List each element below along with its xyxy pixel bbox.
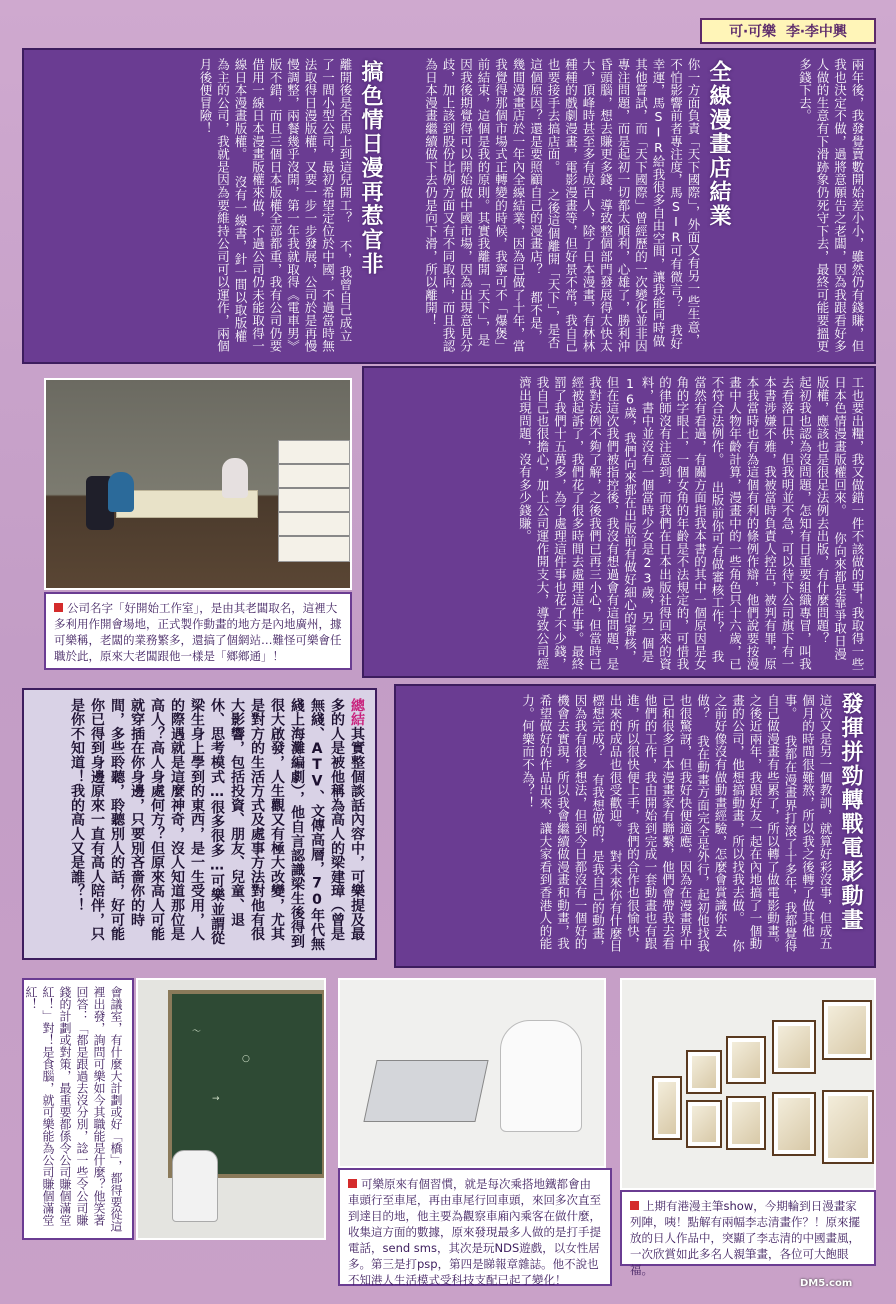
artwork-wall-caption	[620, 1190, 876, 1277]
staff-figure-2	[222, 458, 248, 498]
art-frame-6	[772, 1092, 816, 1156]
artwork-caption-text: 上期有港漫主筆show，今期輪到日漫畫家列陣，咦！點解有兩幅李志清畫作？！原來擺放的日人作品中，突顯了李志清的中國畫風，一次欣賞如此多名人親筆畫，各位可大飽眼福。	[630, 1199, 860, 1277]
office-caption-text: 公司名字「好開始工作室」，是由其老闆取名，這裡大多利用作開會場地，正式製作動畫的地方是內地廣州，據可樂稱，老闆的業務繁多，還搞了個網站…難怪可樂會任職於此，原來大老闆跟他一樣是「鄉鄉通」！	[54, 601, 342, 663]
summary-body: 其實整個談話內容中，可樂提及最多的人是被他稱為高人的梁建璋（曾是無綫、ATV、文傳高層，70年代無綫上海灘編劇），他自言認識梁生後得到很大啟發，人生觀又有極大改變，尤其是對方的生活方式及處事方法對他有很大影響，包括投資、朋友、兒童、退休、思考模式…很多很多…可樂並謂從梁生身上學到的東西，是一生受用，人的際遇就是這麼神奇，沒人知道那位是高人？高人身處何方？但原來高人可能就穿插在你身邊，只要別吝嗇你的時間，多些聆聽，聆聽別人的話，好可能你已得到身邊原來一直有高人陪伴，只是你不知道！我的高人又是誰？！	[69, 698, 365, 952]
top-article-panel	[22, 48, 876, 364]
laptop-caption-text: 可樂原來有個習慣，就是每次乘搭地鐵都會由車頭行至車尾，再由車尾行回車頭，來回多次直至到達目的地，他主要為觀察車廂內乘客在做什麼，收集這方面的數據，原來發現最多人做的是打手提電話，send sms，其次是玩NDS遊戲，以女性居多。第三是打psp，第四是睇報章雜誌。他不說也不知港人生活模式受科技支配已起了變化！	[348, 1177, 601, 1287]
intro-text: 兩年後，我發覺賣數開始差小小，雖然仍有錢賺，但我也決定不做，過將意願告之老闆，因為我跟看好多人做的生意有下滑跡象仍死守下去，最終可能要搵更多錢下去。	[797, 58, 865, 353]
section-body-animation: 這次又是另一個教訓，就算好彩沒事，但成五個月的時間很難熬，所以我之後轉了做其他事。 我都在漫畫界打滾了十多年，我都覺得自己做漫畫有些累了，所以轉了做電影動畫。之後近兩年，我跟好友一起在內地搞了一個動畫的公司，他想搞動畫，所以找我去做。 你之前好像沒有做動畫經驗，怎麼會賞識你去做？ 我在動畫方面完全是外行，起初他找我也很驚訝，但我好快便適應，因為在漫畫界中已和很多日本漫畫家有聯繫，他們會帶我去看他們的工作，我由開始到完成一套動畫也有跟進，所以很快便上手，我們的合作也很愉快，出來的成品也很受歡迎。 對未來你有什麼目標想完成？ 有我想做的，是我自己的動畫，因為我有很多想法，但到今日都沒有一個好的機會去實現，所以我會繼續做漫畫和動畫，我希望做好的作品出來，讓大家看到香港人的能力。何樂而不為？！	[520, 694, 833, 953]
section-body-adult-manga: 離開後是否馬上到這兒開工？ 不，我曾自己成立了一間小型公司，最初希望定位於中國，不過當時無法取得日漫版權，又要一步一步發展，公司於是再慢慢調整，兩餐幾乎沒開，第一年我就取得《電車男》版不錯，而且三個日本版權全部都重，我有公司仍要借用一線日本漫畫版權來做，不過公司仍未能取得一線日本漫畫版權。 沒有一線書，針一間以取版權為主的公司，我就是因為要維持公司可以運作，兩個月後便冒險！	[198, 58, 353, 353]
art-frame-8	[686, 1100, 722, 1148]
bookshelf	[278, 440, 350, 562]
chalkboard: ～ ○ →	[168, 990, 326, 1178]
laptop	[363, 1060, 488, 1122]
art-frame-9	[652, 1076, 682, 1140]
interviewee-at-laptop	[500, 1020, 582, 1132]
office-photo-caption	[44, 592, 352, 670]
office-scene	[46, 380, 350, 588]
watermark-suffix: .com	[825, 1278, 853, 1289]
meeting-room-caption	[22, 978, 134, 1240]
meeting-caption-text: 會議室，有什麼大計劃或好「橋」，都得要從這裡出發，詢問可樂如今其職能是什麼？他笑著回答：「都是跟過去沒分別，諗一些令公司賺錢的計劃或對策，最重要都係令公司賺個滿堂紅！」對！是食腦，就可樂能為公司賺個滿堂紅！	[24, 986, 123, 1232]
summary-label: 總結	[349, 698, 365, 727]
art-frame-3	[726, 1036, 766, 1084]
site-watermark	[800, 1270, 852, 1291]
art-frame-1	[822, 1000, 872, 1060]
art-frame-2	[772, 1020, 816, 1074]
meeting-room-photo	[136, 978, 326, 1240]
summary-text	[29, 698, 367, 952]
caption-bullet-icon	[348, 1179, 357, 1188]
caption-bullet-icon	[54, 603, 63, 612]
artwork-wall-photo	[620, 978, 876, 1190]
middle-article-panel	[362, 366, 876, 678]
art-frame-5	[822, 1090, 874, 1164]
page-header	[700, 18, 876, 44]
interviewee-figure	[172, 1150, 218, 1222]
staff-figure-1	[108, 472, 134, 512]
header-brand: 可‧可樂	[729, 24, 776, 40]
section-title-animation: 發揮拼勁轉戰電影動畫	[838, 692, 863, 932]
section-title-adult-manga: 搞色情日漫再惹官非	[358, 60, 383, 276]
caption-bullet-icon	[630, 1201, 639, 1210]
lower-article-panel	[394, 684, 876, 968]
summary-box	[22, 688, 377, 960]
header-names: 李‧李中興	[786, 24, 847, 40]
section-body-store-closure: 你一方面負責「天下國際」，外面又有另一些生意，不怕影響前者專注度，馬SIR可有微言？ 我好幸運，馬SIR給我很多自由空間，讓我能同時做其他嘗試，而「天下國際」曾經歷的一次變化並非因專注問題，而是起初一切都太順利，心雄了，勝利沖昏頭腦，想去賺更多錢，導致整個部門發展得太快太大，頂峰時甚至多有成百人，除了日本漫畫，有林林種種的戲劇漫畫，電影漫畫等，但好景不常，我自己也要接手去搞店面。 之後這個離開「天下」，是否這個原因？還是要照顧自己的漫畫店？ 都不是，幾間漫畫店於一年內全線結業，因為已做了十年，當我覺得那個市場式正轉變的時候，我寧可不「爆煲」前結束，這個是我的原則。其實我離開「天下」，是因我後期覺得可以開始做中國市場，因為出現意見分歧，加上該到股份比例方面又有不同取向，而且我認為日本漫畫繼續做下去仍是向下滑，所以離開！	[423, 58, 701, 353]
watermark-text: DM5	[800, 1278, 826, 1289]
office-photo	[44, 378, 352, 590]
section-body-legal-issue: 工也要出糧，我又做錯一件不該做的事！我取得一些日本色情漫畫版權回來。 你向來都是靠爭取日漫版權，應該也是很足法例去出版，有什麼問題？ 起初我也認為沒問題，怎知有日重要組織專冒，叫我去看落口供，但我明並不急，可以待下公司旗下有一本書涉嫌不雅，我被當時負責人控告，被判有罪，原本我當時也有為這個有利的條例作辯，他們說要按漫畫中人物年齡計算，漫畫中的一些角色只十六歲，已不符合法例作。 出版前你可有做審核工作？ 我當然有看過，有關方面指我本書的其中一個原因是女角的字眼上，一個女角的年齡是不法規定的，可惜我的律師沒有注意到，而我們在日本出版社得回來的資料，書中並沒有一個當時少女是23歲，另一個是16歲，我們向來都在出版前有做好細心的審核，但在這次我們被指控後，我沒有想過會有這問題，是我對法例不夠了解，之後我們已再三小心，但當時已經被起訴了，我們花了很多時間去處理這件事。最終罰了我們十五萬多，為了處理這件事也花了不少錢，我自己也很擔心，加上公司運作開支大，導致公司經濟出現問題，沒有多少錢賺。	[517, 376, 865, 671]
section-title-store-closure: 全線漫畫店結業	[706, 60, 731, 228]
art-frame-4	[686, 1050, 722, 1094]
laptop-photo-caption	[338, 1168, 612, 1286]
art-frame-7	[726, 1096, 766, 1150]
laptop-photo	[338, 978, 606, 1168]
